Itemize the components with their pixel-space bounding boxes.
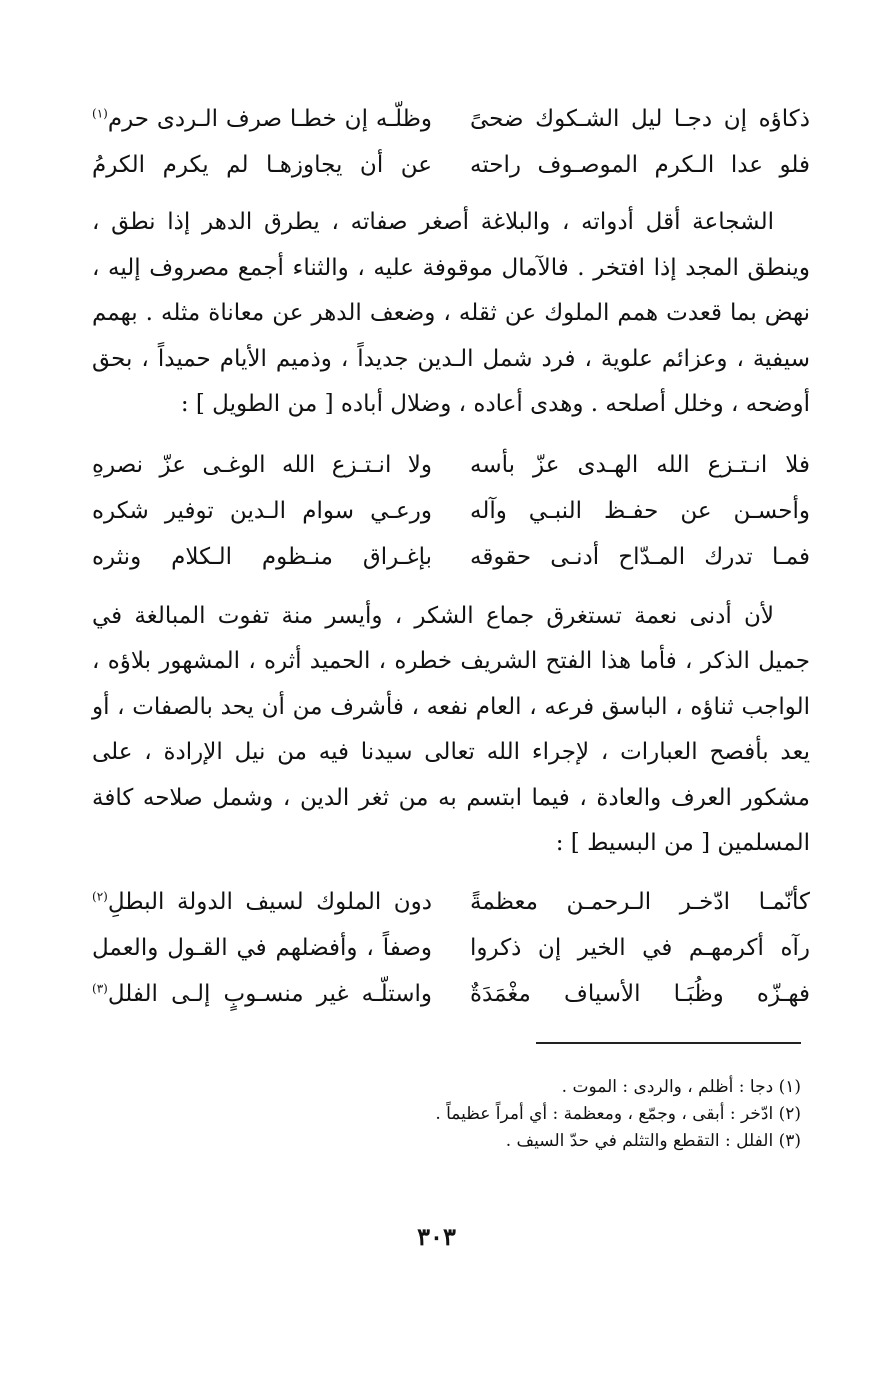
footnote-3: (٣) الفلل : التقطع والتثلم في حدّ السيف .: [505, 1131, 801, 1151]
verse-line: [92, 142, 810, 188]
hemistich-text: دون الملوك لسيف الدولة البطلِ: [107, 888, 432, 915]
verse-second-hemistich: بإغـراق منـظوم الـكلام ونثره: [92, 543, 432, 570]
verse-first-hemistich: فمـا تدرك المـدّاح أدنـى حقوقه: [470, 543, 810, 570]
footnote-marker: (٣): [92, 980, 108, 995]
verse-line: [92, 925, 810, 971]
footnote-separator: [536, 1042, 801, 1044]
hemistich-text: وظلّـه إن خطـا صرف الـردى حرم: [107, 106, 432, 132]
paragraph-1: الشجاعة أقل أدواته ، والبلاغة أصغر صفاته ، يطرق الدهر إذا نطق ، وينطق المجد إذا افتخر . فالآمال موقوفة عليه ، والثناء أجمع مصروف إليه ، نهض بما قعدت همم الملوك عن ثقله ، وضعف الدهر عن معاناة مثله . بهمم سيفية ، وعزائم علوية ، فرد شمل الـدين جديداً ، وذميم الأيام حميداً ، بحق أوضحه ، وخلل أصلحه . وهدى أعاده ، وضلال أباده [ من الطويل ] :: [92, 209, 810, 417]
verse-line: [92, 971, 810, 1017]
paragraph-2: لأن أدنى نعمة تستغرق جماع الشكر ، وأيسر منة تفوت المبالغة في جميل الذكر ، فأما هذا الفتح الشريف خطره ، الحميد أثره ، المشهور بلاؤه ، الواجب ثناؤه ، الباسق فرعه ، العام نفعه ، فأشرف من أن يحد بالصفات ، أو يعد بأفصح العبارات ، لإجراء الله تعالى سيدنا فيه من نيل الإرادة ، على مشكور العرف والعادة ، فيما ابتسم به من ثغر الدين ، وشمل صلاحه كافة المسلمين [ من البسيط ] :: [92, 602, 810, 856]
page-number: ٣٠٣: [417, 1222, 456, 1251]
verse-second-hemistich: [92, 879, 432, 925]
verse-line: [92, 442, 810, 488]
verse-first-hemistich: فلا انـتـزع الله الهـدى عزّ بأسه: [470, 451, 810, 478]
verse-line: [92, 879, 810, 925]
verse-second-hemistich: ورعـي سوام الـدين توفير شكره: [92, 497, 432, 524]
verse-line: [92, 488, 810, 534]
verse-block-3: [92, 879, 810, 1017]
footnote-1: (١) دجا : أظلم ، والردى : الموت .: [561, 1077, 801, 1097]
verse-second-hemistich: عن أن يجاوزهـا لم يكرم الكرمُ: [92, 152, 432, 178]
verse-first-hemistich: رآه أكرمهـم في الخير إن ذكروا: [470, 934, 810, 961]
verse-first-hemistich: فلو عدا الـكرم الموصـوف راحته: [470, 152, 810, 178]
verse-first-hemistich: وأحسـن عن حفـظ النبـي وآله: [470, 497, 810, 524]
verse-second-hemistich: وصفاً ، وأفضلهم في القـول والعمل: [92, 934, 432, 961]
verse-first-hemistich: كأنّمـا ادّخـر الـرحمـن معظمةً: [470, 888, 810, 915]
verse-block-2: [92, 442, 810, 580]
hemistich-text: واستلّـه غير منسـوبٍ إلـى الفلل: [107, 980, 432, 1007]
verse-block-1: [92, 96, 810, 188]
verse-first-hemistich: ذكاؤه إن دجـا ليل الشـكوك ضحىً: [470, 106, 810, 132]
footnote-marker: (١): [92, 106, 108, 121]
page-body: [92, 96, 810, 1017]
verse-second-hemistich: [92, 971, 432, 1017]
verse-first-hemistich: فهـزّه وظُبَـا الأسياف مغْمَدَةٌ: [470, 980, 810, 1007]
footnote-2: (٢) ادّخر : أبقى ، وجمّع ، ومعظمة : أي أمراً عظيماً .: [435, 1104, 801, 1124]
verse-line: [92, 534, 810, 580]
footnote-marker: (٢): [92, 888, 108, 903]
verse-line: [92, 96, 810, 142]
footnotes: [201, 1074, 801, 1155]
verse-second-hemistich: ولا انـتـزع الله الوغـى عزّ نصرهِ: [92, 451, 432, 478]
verse-second-hemistich: [92, 96, 432, 142]
